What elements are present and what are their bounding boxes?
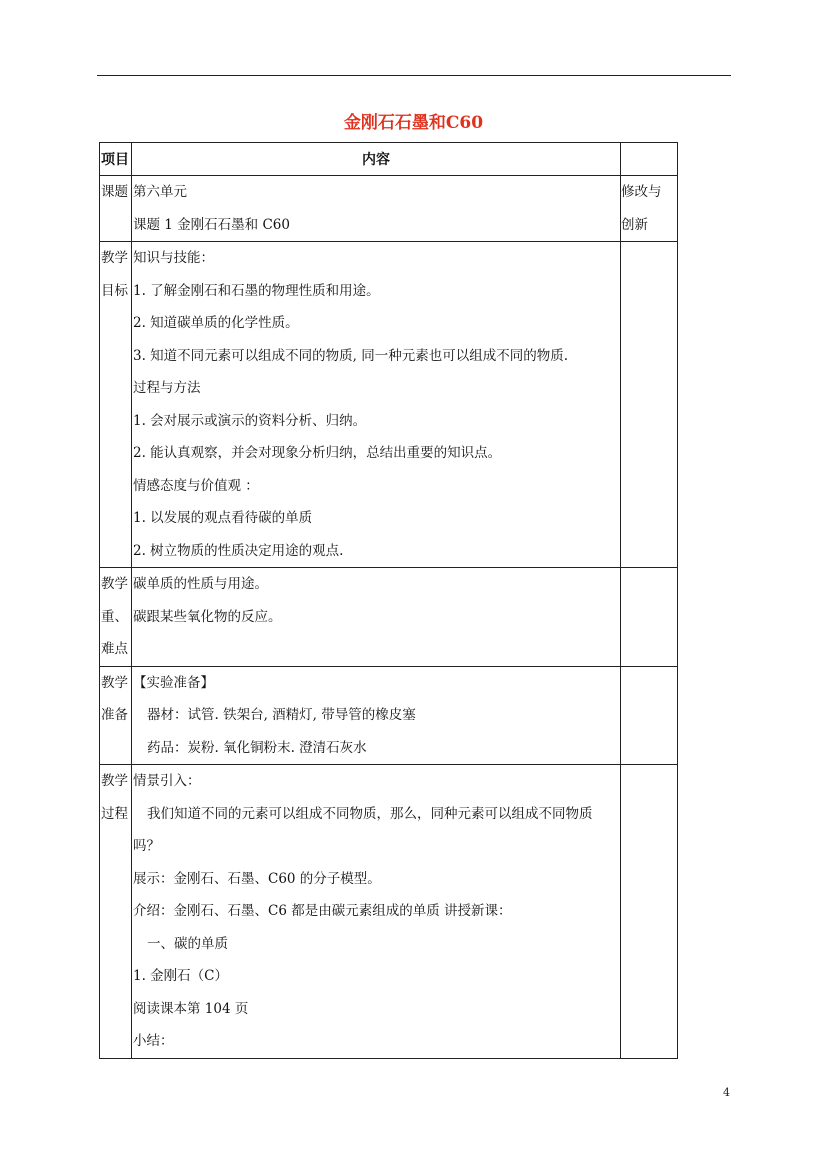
- content-line: 介绍：金刚石、石墨、C6 都是由碳元素组成的单质 讲授新课：: [133, 903, 512, 919]
- content-line: 第六单元: [133, 184, 187, 200]
- content-line: 吗？: [133, 838, 160, 854]
- content-line: 1. 金刚石（C）: [133, 968, 229, 984]
- label-line: 教学: [101, 250, 128, 266]
- row-label: [100, 568, 132, 667]
- content-line: 1. 会对展示或演示的资料分析、归纳。: [133, 412, 367, 429]
- table-row-preparation: [100, 666, 678, 765]
- row-content: [132, 568, 621, 667]
- content-line: 【实验准备】: [133, 674, 214, 691]
- content-line: 我们知道不同的元素可以组成不同物质，那么，同种元素可以组成不同物质: [147, 805, 593, 822]
- note-cell: [621, 176, 678, 242]
- content-line: 碳跟某些氧化物的反应。: [133, 608, 282, 625]
- content-line: 情景引入：: [133, 773, 201, 789]
- label-line: 教学: [101, 674, 128, 691]
- content-line: 知识与技能：: [133, 250, 214, 266]
- note-line: 修改与: [621, 184, 662, 200]
- content-line: 1. 了解金刚石和石墨的物理性质和用途。: [133, 282, 380, 299]
- label-line: 难点: [101, 641, 128, 657]
- lesson-plan-table: [99, 142, 678, 1059]
- content-line: 一、碳的单质: [147, 935, 228, 952]
- note-cell: [621, 568, 678, 667]
- row-content: [132, 666, 621, 765]
- content-line: 过程与方法: [133, 380, 201, 396]
- label-line: 重、: [101, 608, 128, 625]
- row-label: [100, 242, 132, 568]
- content-line: 阅读课本第 104 页: [133, 1000, 249, 1017]
- table-row-key-points: [100, 568, 678, 667]
- table-row-process: [100, 765, 678, 1059]
- content-line: 课题 1 金刚石石墨和 C60: [133, 216, 290, 233]
- content-line: 3. 知道不同元素可以组成不同的物质, 同一种元素也可以组成不同的物质.: [133, 347, 569, 364]
- table-row-topic: [100, 176, 678, 242]
- row-label: [100, 176, 132, 242]
- content-line: 碳单质的性质与用途。: [133, 576, 268, 592]
- content-line: [133, 633, 620, 666]
- note-cell: [621, 765, 678, 1059]
- content-line: 展示：金刚石、石墨、C60 的分子模型。: [133, 870, 381, 887]
- label-line: 教学: [101, 773, 128, 789]
- page-number: 4: [723, 1086, 730, 1099]
- note-cell: [621, 666, 678, 765]
- label-line: 过程: [101, 805, 128, 822]
- table-header-row: [100, 143, 678, 176]
- content-line: 小结：: [133, 1033, 174, 1049]
- row-content: [132, 765, 621, 1059]
- table-row-objectives: [100, 242, 678, 568]
- label-line: 教学: [101, 576, 128, 592]
- header-item: 项目: [100, 143, 132, 176]
- row-label: [100, 765, 132, 1059]
- row-label: [100, 666, 132, 765]
- label-line: 课题: [101, 184, 128, 200]
- content-line: 1. 以发展的观点看待碳的单质: [133, 510, 313, 526]
- note-line: 创新: [621, 216, 648, 233]
- header-rule: [97, 75, 731, 76]
- content-line: 2. 知道碳单质的化学性质。: [133, 315, 299, 331]
- document-title: 金刚石石墨和C60: [343, 113, 484, 133]
- content-line: 情感态度与价值观 ：: [133, 477, 259, 494]
- row-content: [132, 242, 621, 568]
- label-line: 目标: [101, 282, 128, 299]
- content-line: 药品：炭粉. 氧化铜粉末. 澄清石灰水: [147, 739, 367, 756]
- header-content: 内容: [132, 143, 621, 176]
- content-line: 2. 能认真观察，并会对现象分析归纳，总结出重要的知识点。: [133, 445, 502, 461]
- content-line: 2. 树立物质的性质决定用途的观点.: [133, 542, 344, 559]
- content-line: 器材：试管. 铁架台, 酒精灯, 带导管的橡皮塞: [147, 707, 416, 723]
- note-cell: [621, 242, 678, 568]
- header-note-empty: [621, 143, 678, 176]
- row-content: [132, 176, 621, 242]
- label-line: 准备: [101, 707, 128, 723]
